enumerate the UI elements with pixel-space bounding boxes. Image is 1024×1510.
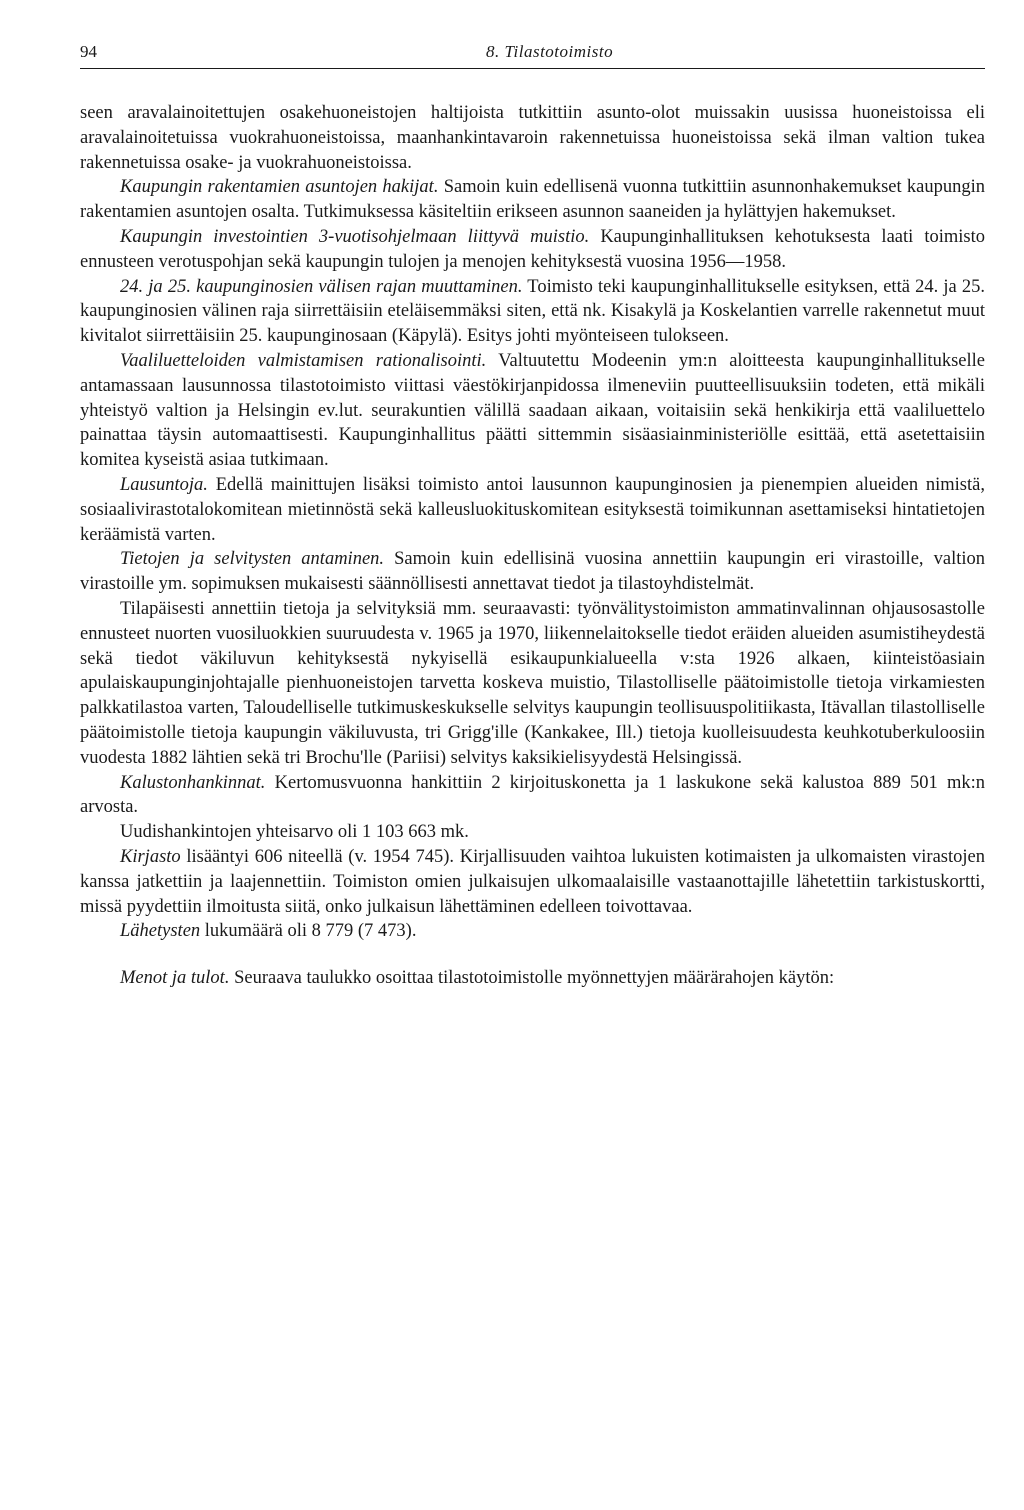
paragraph-text: Seuraava taulukko osoittaa tilastotoimistolle myönnettyjen määrärahojen käytön: bbox=[229, 968, 835, 989]
running-head: 8. Tilastotoimisto bbox=[486, 42, 614, 61]
paragraph-heading: Menot ja tulot. bbox=[120, 968, 230, 989]
paragraph bbox=[80, 101, 985, 175]
paragraph-text: lisääntyi 606 niteellä (v. 1954 745). Kirjallisuuden vaihtoa lukuisten kotimaisten ja ulkomaisten virastojen kanssa jatkettiin ja laajennettiin. Toimiston omien julkaisujen ulkomaalaisille vastaanottajille lähetettiin tarkistuskortti, missä pyydettiin ilmoitusta siitä, onko julkaisun lähettäminen edelleen toivottavaa. bbox=[80, 846, 985, 917]
header-rule bbox=[80, 68, 985, 69]
paragraph-heading: Vaaliluetteloiden valmistamisen rationalisointi. bbox=[120, 350, 487, 371]
paragraph bbox=[80, 225, 985, 275]
paragraph bbox=[80, 771, 985, 821]
paragraph-text: Toimisto teki kaupunginhallitukselle esityksen, että 24. ja 25. kaupunginosien välinen raja siirrettäisiin eteläisemmäksi siten, että nk. Kisakylä ja Koskelantien varrelle rakennetut muut kivitalot siirrettäisiin 25. kaupunginosaan (Käpylä). Esitys johti myönteiseen tulokseen. bbox=[80, 276, 985, 347]
paragraph bbox=[80, 966, 985, 991]
paragraph bbox=[80, 820, 985, 845]
page-number: 94 bbox=[80, 42, 97, 61]
paragraph-heading: Kirjasto bbox=[120, 846, 181, 867]
paragraph-heading: Lähetysten bbox=[120, 921, 201, 942]
paragraph bbox=[80, 349, 985, 473]
paragraph-heading: Kaupungin investointien 3-vuotisohjelmaan liittyvä muistio. bbox=[120, 226, 590, 247]
paragraph bbox=[80, 597, 985, 771]
paragraph-heading: 24. ja 25. kaupunginosien välisen rajan muuttaminen. bbox=[120, 276, 523, 297]
paragraph-text: Kaupunginhallituksen kehotuksesta laati toimisto ennusteen verotuspohjan sekä kaupungin tulojen ja menojen kehityksestä vuosina 1956—1958. bbox=[80, 226, 985, 272]
paragraph-text: Tilapäisesti annettiin tietoja ja selvityksiä mm. seuraavasti: työnvälitystoimiston ammatinvalinnan ohjausosastolle ennusteet nuorten vuosiluokkien suuruudesta v. 1965 ja 1970, liikennelaitokselle tiedot eräiden alueiden asumistiheydestä sekä tiedot väkiluvun kehityksestä nykyisellä esikaupunkialueella v:sta 1926 alkaen, kiinteistöasiain apulaiskaupunginjohtajalle pienhuoneistojen tarvetta koskeva muistio, Tilastolliselle päätoimistolle tietoja virkamiesten palkkatilastoa varten, Taloudelliselle tutkimuskeskukselle selvitys kaupungin teollisuuspolitiikasta, Itävallan tilastolliselle päätoimistolle tietoja kaupungin väkiluvusta, tri Grigg'ille (Kankakee, Ill.) tietoja kuolleisuudesta keuhkotuberkuloosiin vuodesta 1882 lähtien sekä tri Brochu'lle (Pariisi) selvitys kaksikielisyydestä Helsingissä. bbox=[80, 598, 985, 768]
paragraph-heading: Kalustonhankinnat. bbox=[120, 772, 266, 793]
paragraph-text: Kertomusvuonna hankittiin 2 kirjoituskonetta ja 1 laskukone sekä kalustoa 889 501 mk:n arvosta. bbox=[80, 772, 985, 818]
paragraph-text: lukumäärä oli 8 779 (7 473). bbox=[200, 921, 417, 942]
paragraph bbox=[80, 175, 985, 225]
document-page bbox=[80, 30, 985, 991]
paragraph bbox=[80, 275, 985, 349]
paragraph-text: Edellä mainittujen lisäksi toimisto antoi lausunnon kaupunginosien ja pienempien alueiden nimistä, sosiaalivirastotalokomitean mietinnöstä sekä kalleusluokituskomitean esityksestä toimikunnan asettamiseksi hintatietojen keräämistä varten. bbox=[80, 474, 985, 545]
paragraph-text: Samoin kuin edellisinä vuosina annettiin kaupungin eri virastoille, valtion virastoille ym. sopimuksen mukaisesti säännöllisesti annettavat tiedot ja tilastoyhdistelmät. bbox=[80, 549, 986, 595]
paragraph-text: seen aravalainoitettujen osakehuoneistojen haltijoista tutkittiin asunto-olot muissakin uusissa huoneistoissa eli aravalainoitetuissa vuokrahuoneistoissa, maanhankintavaroin rakennetuissa huoneistoissa sekä ilman valtion tukea rakennetuissa osake- ja vuokrahuoneistoissa. bbox=[80, 103, 985, 173]
paragraph-text: Samoin kuin edellisenä vuonna tutkittiin asunnonhakemukset kaupungin rakentamien asuntojen osalta. Tutkimuksessa käsiteltiin erikseen asunnon saaneiden ja hylättyjen hakemukset. bbox=[80, 177, 986, 223]
paragraph-heading: Tietojen ja selvitysten antaminen. bbox=[120, 549, 385, 570]
paragraph bbox=[80, 473, 985, 547]
page-header bbox=[80, 30, 985, 68]
paragraph-text: Uudishankintojen yhteisarvo oli 1 103 663 mk. bbox=[120, 822, 469, 843]
paragraph-heading: Kaupungin rakentamien asuntojen hakijat. bbox=[120, 177, 439, 198]
paragraph bbox=[80, 547, 985, 597]
paragraph bbox=[80, 919, 985, 944]
body-text bbox=[80, 101, 985, 991]
paragraph-heading: Lausuntoja. bbox=[120, 474, 208, 495]
paragraph-text: Valtuutettu Modeenin ym:n aloitteesta kaupunginhallitukselle antamassaan lausunnossa tilastotoimisto viittasi väestökirjanpidossa ilmeneviin puutteellisuuksiin todeten, että mikäli yhteistyö valtion ja Helsingin ev.lut. seurakuntien välillä saadaan aikaan, voitaisiin sekä henkikirja että vaaliluettelo painattaa täysin automaattisesti. Kaupunginhallitus päätti sittemmin sisäasiainministeriölle esittää, että asetettaisiin komitea kyseistä asiaa tutkimaan. bbox=[80, 350, 986, 471]
paragraph bbox=[80, 845, 985, 919]
